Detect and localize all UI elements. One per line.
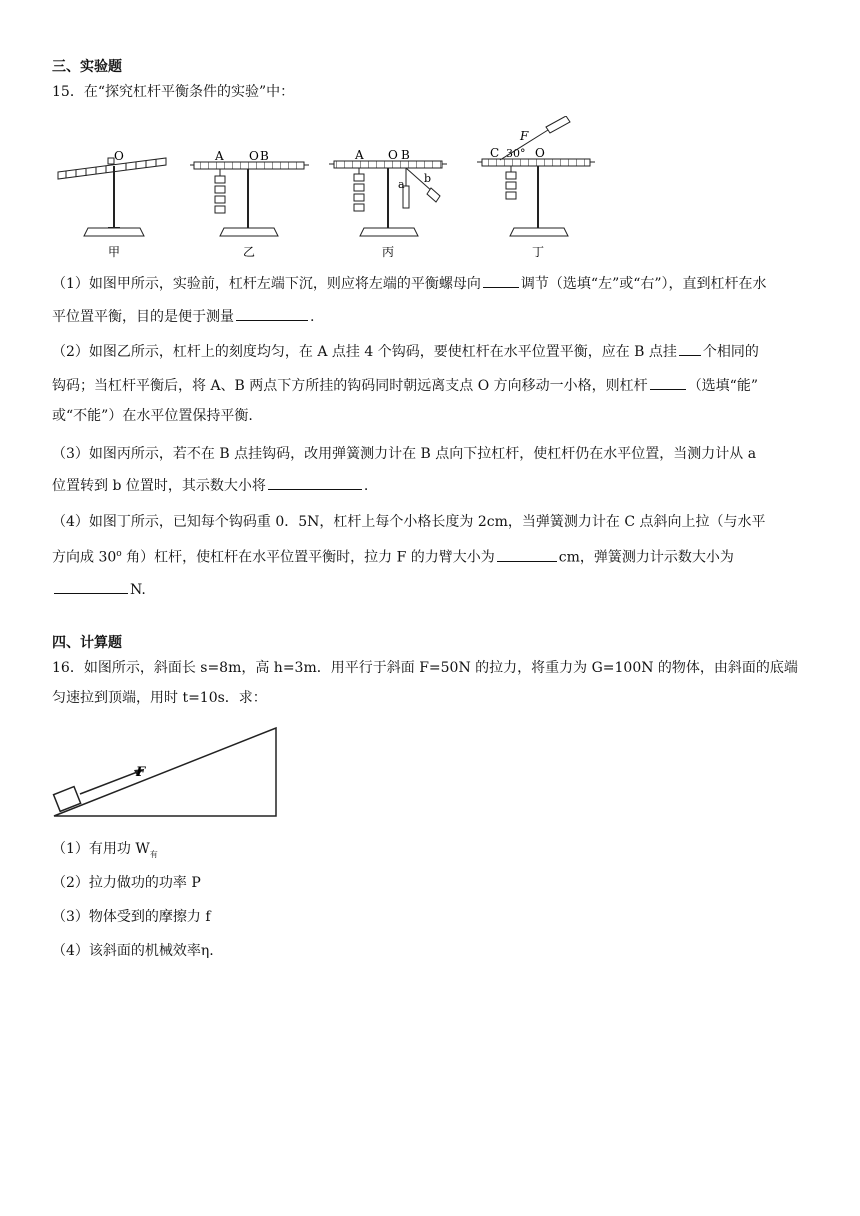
label-angle-ding: 30° bbox=[506, 147, 526, 160]
label-A-bing: A bbox=[355, 148, 364, 162]
section4-title: 四、计算题 bbox=[52, 635, 122, 651]
section3-title: 三、实验题 bbox=[52, 59, 122, 75]
label-ding: 丁 bbox=[532, 245, 545, 259]
label-O-jia: O bbox=[114, 149, 124, 163]
q16-line2: 匀速拉到顶端，用时 t=10s．求： bbox=[52, 690, 267, 706]
q16-line1: 16．如图所示，斜面长 s=8m，高 h=3m．用平行于斜面 F=50N 的拉力，将重力为 G=100N 的物体，由斜面的底端 bbox=[52, 660, 798, 676]
figure-bing bbox=[329, 148, 447, 259]
label-b-bing: b bbox=[424, 172, 432, 185]
q16-sub1: （1）有用功 $W_有$ bbox=[52, 841, 158, 859]
q15-part2-line2: 钩码；当杠杆平衡后，将 A、B 两点下方所挂的钩码同时朝远离支点 O 方向移动一小格，则杠杆 （选填“能” bbox=[52, 372, 812, 401]
incline-figure bbox=[50, 724, 282, 820]
blank-6[interactable] bbox=[497, 547, 557, 562]
label-a-bing: a bbox=[398, 178, 405, 191]
figure-ding bbox=[477, 116, 595, 259]
label-O-ding: O bbox=[535, 146, 545, 160]
blank-4[interactable] bbox=[650, 375, 686, 390]
label-B-bing: B bbox=[401, 148, 410, 162]
q15-part2-line1: （2）如图乙所示，杠杆上的刻度均匀，在 A 点挂 4 个钩码，要使杠杆在水平位置平衡，应在 B 点挂 个相同的 bbox=[52, 338, 812, 367]
q15-part4-line2: 方向成 30$^o$ 角）杠杆，使杠杆在水平位置平衡时，拉力 F 的力臂大小为 cm，弹簧测力计示数大小为 bbox=[52, 540, 812, 573]
incline-F-label: F bbox=[136, 765, 146, 780]
blank-1[interactable] bbox=[483, 273, 519, 288]
label-bing: 丙 bbox=[382, 245, 395, 259]
q15-part4-line3: N. bbox=[52, 576, 812, 605]
q15-stem: 15．在“探究杠杆平衡条件的实验”中： bbox=[52, 84, 295, 100]
label-C-ding: C bbox=[490, 146, 500, 160]
label-A-yi: A bbox=[215, 149, 224, 163]
label-O-yi: O bbox=[249, 149, 259, 163]
figure-yi bbox=[190, 149, 309, 259]
label-F-ding: F bbox=[520, 129, 529, 143]
lever-figures bbox=[48, 116, 608, 266]
blank-5[interactable] bbox=[268, 475, 362, 490]
q15-part1-line2: 平位置平衡，目的是便于测量 . bbox=[52, 303, 812, 332]
figure-jia bbox=[58, 149, 166, 259]
blank-3[interactable] bbox=[679, 341, 701, 356]
q16-sub2: （2）拉力做功的功率 P bbox=[52, 875, 201, 891]
q15-part4-line1: （4）如图丁所示，已知每个钩码重 0．5N，杠杆上每个小格长度为 2cm，当弹簧测力计在 C 点斜向上拉（与水平 bbox=[52, 514, 766, 530]
q15-part1-line1: （1）如图甲所示，实验前，杠杆左端下沉，则应将左端的平衡螺母向 调节（选填“左”或“右”），直到杠杆在水 bbox=[52, 270, 812, 299]
q16-sub4: （4）该斜面的机械效率η. bbox=[52, 943, 214, 959]
label-O-bing: O bbox=[388, 148, 398, 162]
q16-sub3: （3）物体受到的摩擦力 f bbox=[52, 909, 211, 925]
label-yi: 乙 bbox=[243, 245, 256, 259]
label-B-yi: B bbox=[260, 149, 269, 163]
q15-part2-line3: 或“不能”）在水平位置保持平衡. bbox=[52, 408, 253, 424]
blank-7[interactable] bbox=[54, 579, 128, 594]
label-jia: 甲 bbox=[108, 245, 121, 259]
q15-part3-line2: 位置转到 b 位置时，其示数大小将 . bbox=[52, 472, 812, 501]
blank-2[interactable] bbox=[236, 306, 308, 321]
q15-part3-line1: （3）如图丙所示，若不在 B 点挂钩码，改用弹簧测力计在 B 点向下拉杠杆，使杠杆仍在水平位置，当测力计从 a bbox=[52, 446, 757, 462]
